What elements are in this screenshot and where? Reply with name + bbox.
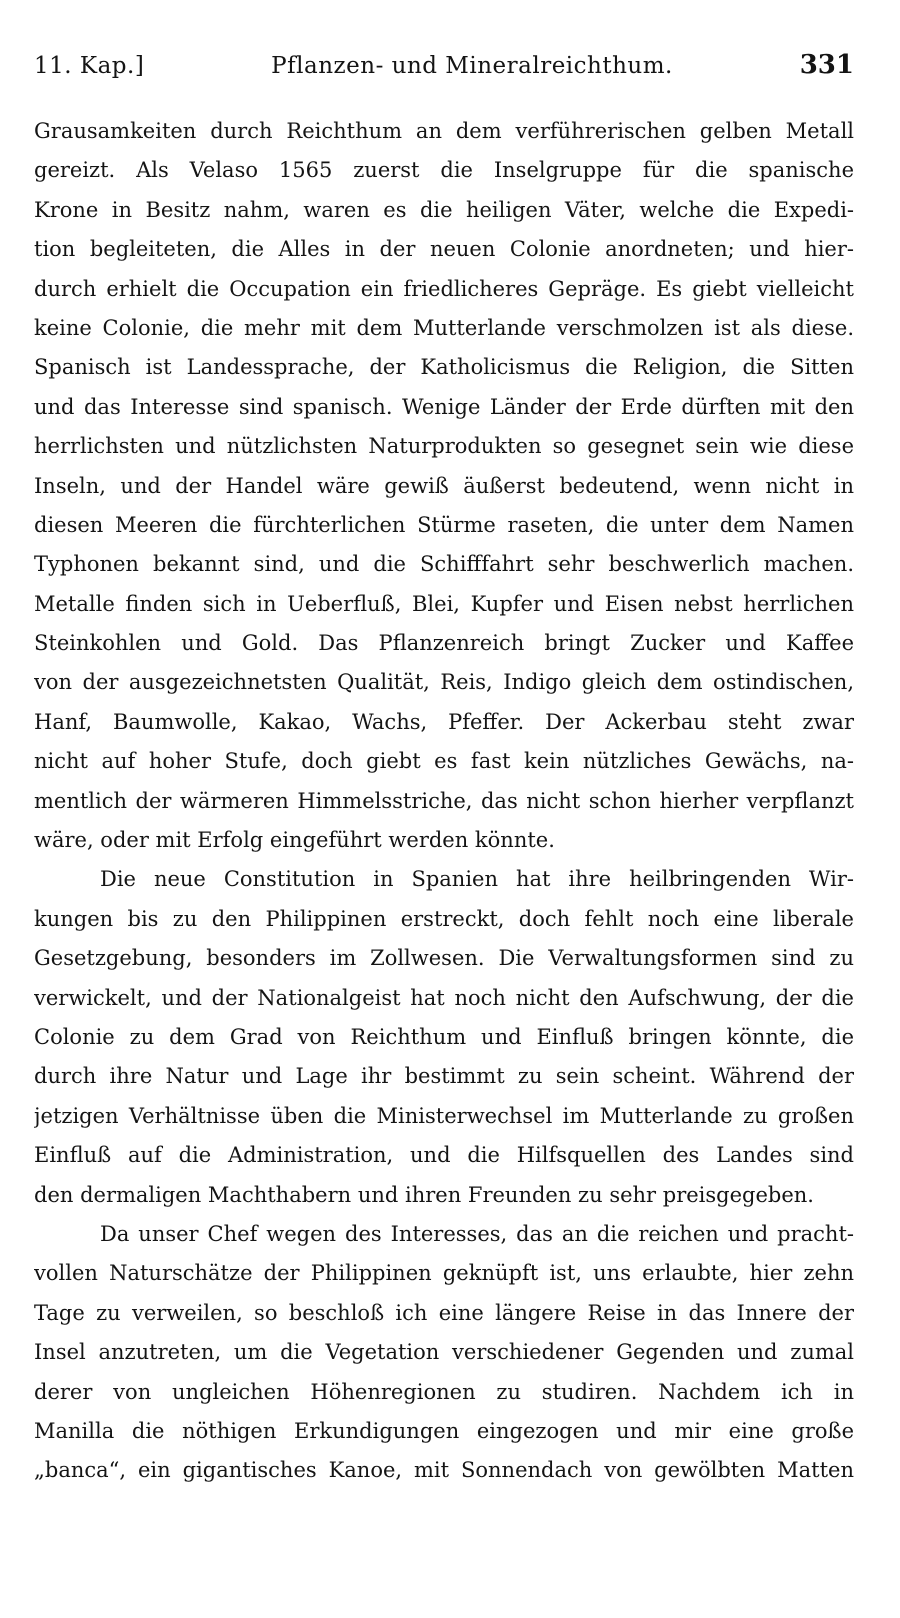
text-line: Hanf, Baumwolle, Kakao, Wachs, Pfeffer. Der Ackerbau steht zwar bbox=[34, 709, 854, 734]
text-line: keine Colonie, die mehr mit dem Mutterlande verschmolzen ist als diese. bbox=[34, 315, 854, 340]
text-line: mentlich der wärmeren Himmelsstriche, das nicht schon hierher verpflanzt bbox=[34, 788, 854, 813]
page-body bbox=[34, 112, 854, 1491]
text-line: diesen Meeren die fürchterlichen Stürme raseten, die unter dem Namen bbox=[34, 512, 854, 537]
text-line: vollen Naturschätze der Philippinen geknüpft ist, uns erlaubte, hier zehn bbox=[34, 1261, 854, 1286]
text-line: nicht auf hoher Stufe, doch giebt es fast kein nützliches Gewächs, na- bbox=[34, 749, 854, 774]
text-line: durch ihre Natur und Lage ihr bestimmt zu sein scheint. Während der bbox=[34, 1064, 854, 1089]
text-line: verwickelt, und der Nationalgeist hat noch nicht den Aufschwung, der die bbox=[34, 985, 854, 1010]
running-title: Pflanzen- und Mineralreichthum. bbox=[271, 53, 673, 79]
page-number: 331 bbox=[799, 50, 854, 80]
text-line: Metalle finden sich in Ueberfluß, Blei, Kupfer und Eisen nebst herrlichen bbox=[34, 591, 854, 616]
text-line: Grausamkeiten durch Reichthum an dem verführerischen gelben Metall bbox=[34, 119, 854, 143]
paragraph bbox=[34, 860, 854, 1215]
text-line: Gesetzgebung, besonders im Zollwesen. Die Verwaltungsformen sind zu bbox=[34, 946, 854, 971]
text-line: „banca“, ein gigantisches Kanoe, mit Sonnendach von gewölbten Matten bbox=[34, 1458, 854, 1483]
paragraph bbox=[34, 112, 854, 860]
text-line: Tage zu verweilen, so beschloß ich eine längere Reise in das Innere der bbox=[34, 1300, 854, 1325]
text-line: durch erhielt die Occupation ein friedlicheres Gepräge. Es giebt vielleicht bbox=[34, 276, 854, 301]
text-line: Die neue Constitution in Spanien hat ihre heilbringenden Wir- bbox=[100, 867, 854, 892]
text-line: den dermaligen Machthabern und ihren Freunden zu sehr preisgegeben. bbox=[34, 1182, 814, 1207]
text-line: tion begleiteten, die Alles in der neuen Colonie anordneten; und hier- bbox=[34, 237, 854, 262]
text-line: Steinkohlen und Gold. Das Pflanzenreich bringt Zucker und Kaffee bbox=[34, 631, 854, 656]
text-line: von der ausgezeichnetsten Qualität, Reis, Indigo gleich dem ostindischen, bbox=[34, 670, 854, 695]
text-line: Da unser Chef wegen des Interesses, das an die reichen und pracht- bbox=[100, 1221, 854, 1246]
text-line: Spanisch ist Landessprache, der Katholicismus die Religion, die Sitten bbox=[34, 355, 854, 380]
text-line: wäre, oder mit Erfolg eingeführt werden könnte. bbox=[34, 828, 555, 853]
text-line: Inseln, und der Handel wäre gewiß äußerst bedeutend, wenn nicht in bbox=[34, 473, 854, 498]
chapter-reference: 11. Kap.] bbox=[34, 53, 145, 79]
running-header bbox=[34, 50, 854, 102]
text-line: gereizt. Als Velaso 1565 zuerst die Inselgruppe für die spanische bbox=[34, 158, 854, 183]
text-line: herrlichsten und nützlichsten Naturprodukten so gesegnet sein wie diese bbox=[34, 434, 854, 459]
text-line: derer von ungleichen Höhenregionen zu studiren. Nachdem ich in bbox=[34, 1379, 854, 1404]
paragraph bbox=[34, 1215, 854, 1491]
text-line: Manilla die nöthigen Erkundigungen eingezogen und mir eine große bbox=[34, 1418, 854, 1443]
book-page bbox=[34, 50, 854, 1491]
text-line: Colonie zu dem Grad von Reichthum und Einfluß bringen könnte, die bbox=[34, 1024, 854, 1049]
text-line: Insel anzutreten, um die Vegetation verschiedener Gegenden und zumal bbox=[34, 1340, 854, 1365]
text-line: jetzigen Verhältnisse üben die Ministerwechsel im Mutterlande zu großen bbox=[34, 1103, 854, 1128]
text-line: Krone in Besitz nahm, waren es die heiligen Väter, welche die Expedi- bbox=[34, 197, 854, 222]
text-line: Einfluß auf die Administration, und die Hilfsquellen des Landes sind bbox=[34, 1143, 854, 1168]
text-line: und das Interesse sind spanisch. Wenige Länder der Erde dürften mit den bbox=[34, 394, 854, 419]
text-line: kungen bis zu den Philippinen erstreckt, doch fehlt noch eine liberale bbox=[34, 906, 854, 931]
text-line: Typhonen bekannt sind, und die Schifffahrt sehr beschwerlich machen. bbox=[34, 552, 854, 577]
